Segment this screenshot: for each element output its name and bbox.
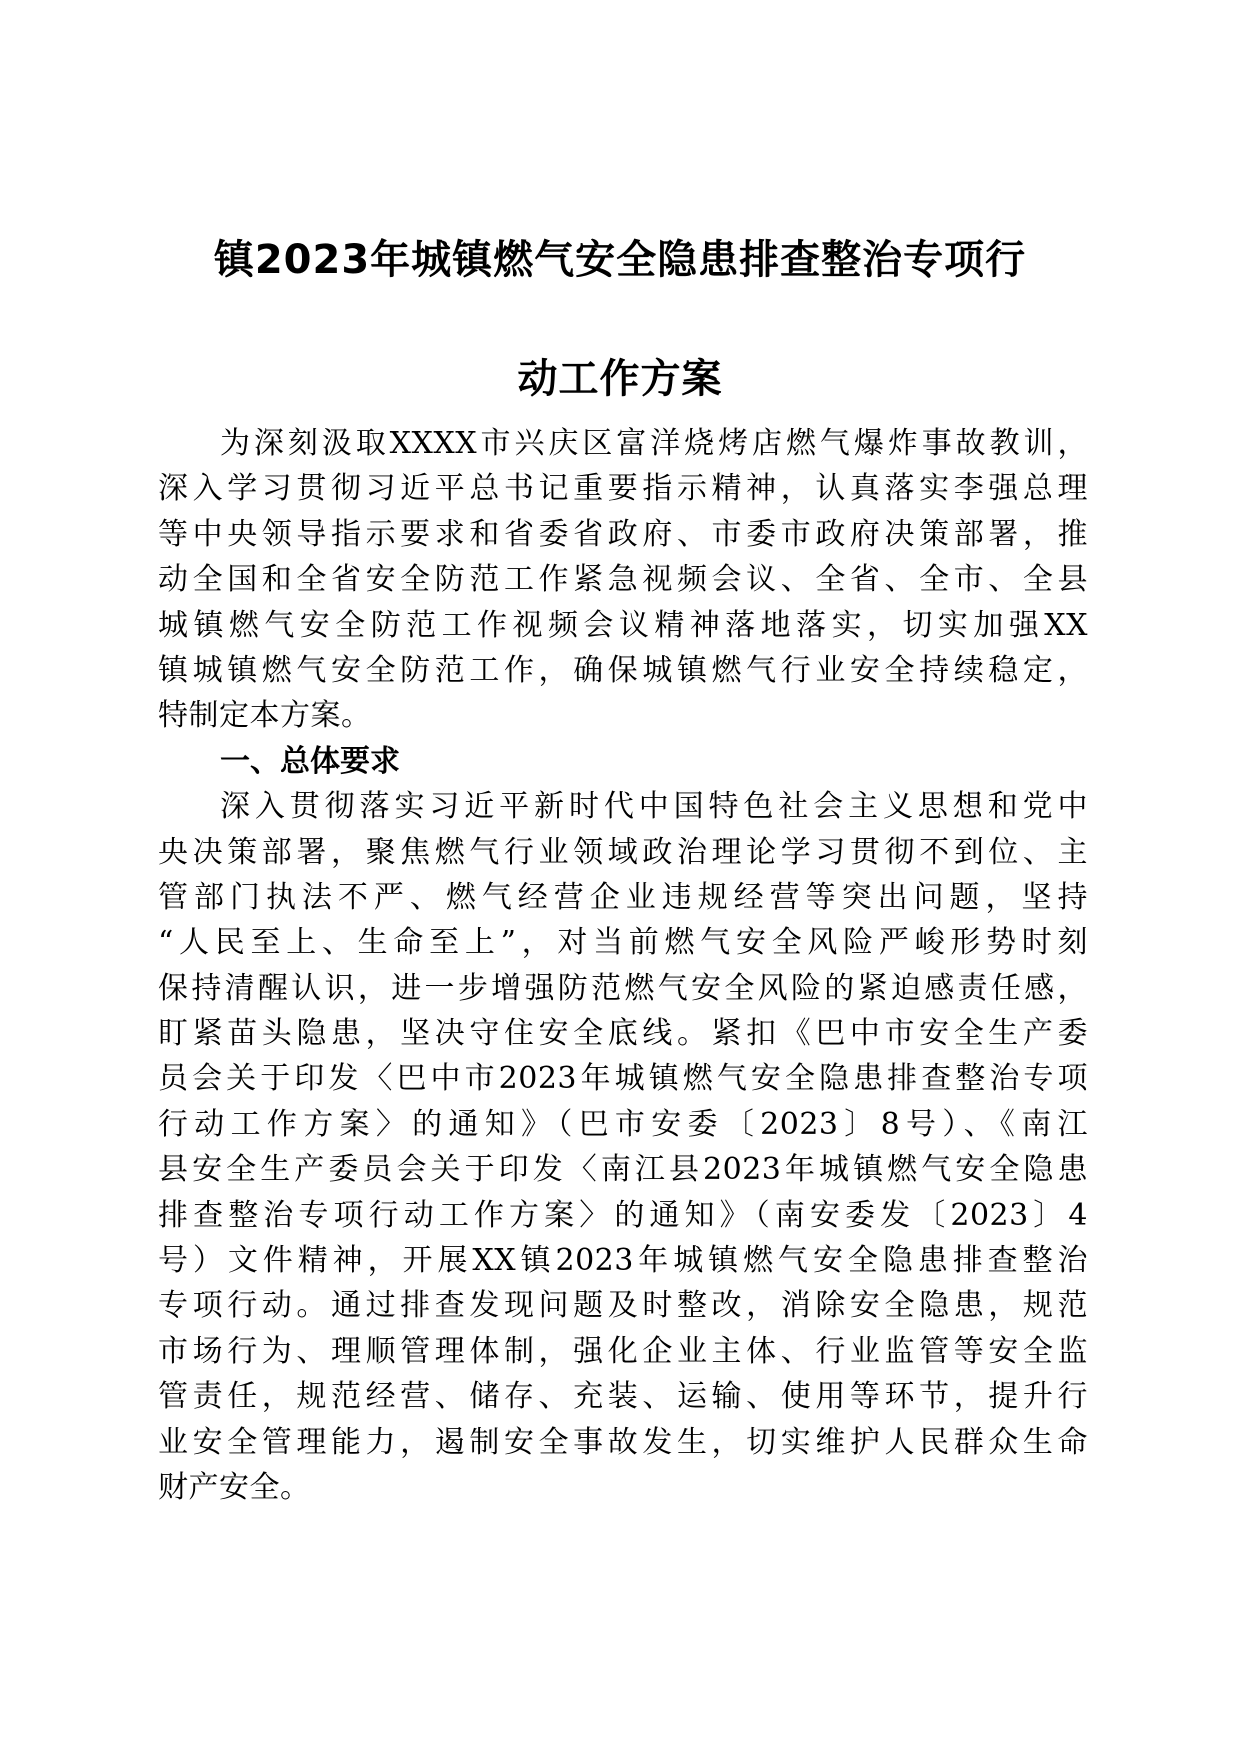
paragraph-line: 市场行为、理顺管理体制，强化企业主体、行业监管等安全监 xyxy=(158,1333,1088,1369)
paragraph-line: 财产安全。 xyxy=(158,1469,311,1505)
paragraph-line: 镇城镇燃气安全防范工作，确保城镇燃气行业安全持续稳定， xyxy=(158,652,1088,688)
paragraph-line: 特制定本方案。 xyxy=(158,698,372,734)
paragraph-line: 等中央领导指示要求和省委省政府、市委市政府决策部署，推 xyxy=(158,516,1088,552)
paragraph-line: 行动工作方案〉的通知》（巴市安委〔2023〕8号）、《南江 xyxy=(158,1106,1088,1142)
section-heading: 一、总体要求 xyxy=(220,743,400,779)
document-title-line-1: 镇2023年城镇燃气安全隐患排查整治专项行 xyxy=(213,237,1027,283)
paragraph-line: “人民至上、生命至上”，对当前燃气安全风险严峻形势时刻 xyxy=(158,925,1088,961)
paragraph-line: 城镇燃气安全防范工作视频会议精神落地落实，切实加强XX xyxy=(158,607,1088,643)
intro-paragraph xyxy=(158,421,1088,1510)
document-title-line-2: 动工作方案 xyxy=(517,356,723,402)
paragraph-line: 盯紧苗头隐患，坚决守住安全底线。紧扣《巴中市安全生产委 xyxy=(158,1016,1088,1052)
paragraph-line: 管责任，规范经营、储存、充装、运输、使用等环节，提升行 xyxy=(158,1379,1088,1415)
paragraph-line: 排查整治专项行动工作方案〉的通知》（南安委发〔2023〕4 xyxy=(158,1197,1088,1233)
paragraph-line: 深入贯彻落实习近平新时代中国特色社会主义思想和党中 xyxy=(220,789,1088,825)
paragraph-line: 保持清醒认识，进一步增强防范燃气安全风险的紧迫感责任感， xyxy=(158,970,1088,1006)
paragraph-line: 央决策部署，聚焦燃气行业领域政治理论学习贯彻不到位、主 xyxy=(158,834,1088,870)
paragraph-line: 员会关于印发〈巴中市2023年城镇燃气安全隐患排查整治专项 xyxy=(158,1061,1088,1097)
paragraph-line: 管部门执法不严、燃气经营企业违规经营等突出问题，坚持 xyxy=(158,879,1088,915)
paragraph-line: 为深刻汲取XXXX市兴庆区富洋烧烤店燃气爆炸事故教训， xyxy=(220,426,1088,461)
paragraph-line: 动全国和全省安全防范工作紧急视频会议、全省、全市、全县 xyxy=(158,562,1088,598)
paragraph-line: 专项行动。通过排查发现问题及时整改，消除安全隐患，规范 xyxy=(158,1288,1088,1324)
paragraph-line: 深入学习贯彻习近平总书记重要指示精神，认真落实李强总理 xyxy=(158,471,1088,507)
paragraph-line: 业安全管理能力，遏制安全事故发生，切实维护人民群众生命 xyxy=(158,1424,1088,1460)
paragraph-line: 号）文件精神，开展XX镇2023年城镇燃气安全隐患排查整治 xyxy=(158,1243,1088,1279)
paragraph-line: 县安全生产委员会关于印发〈南江县2023年城镇燃气安全隐患 xyxy=(158,1152,1088,1188)
